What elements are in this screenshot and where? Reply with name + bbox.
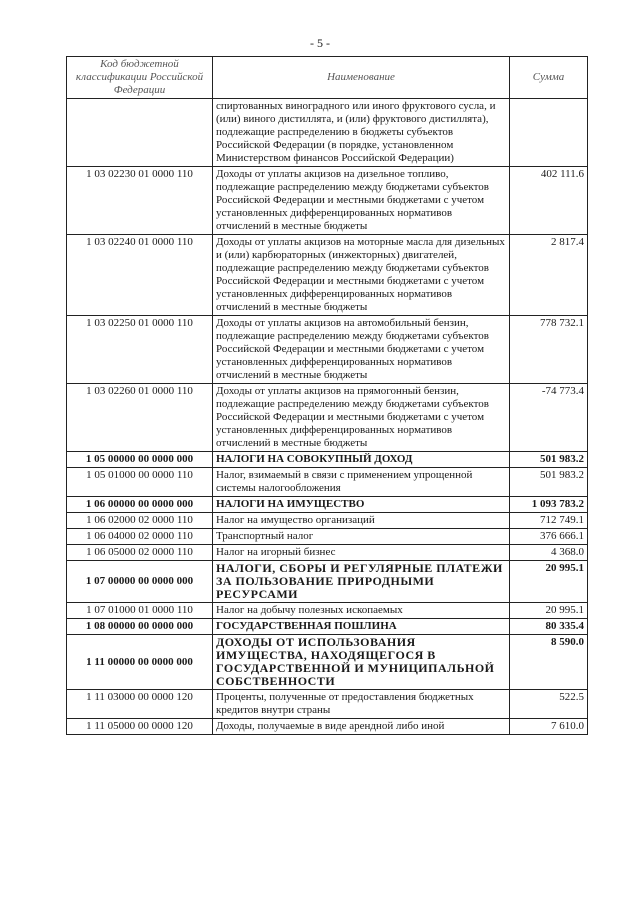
table-row [67,719,588,735]
code-cell: 1 08 00000 00 0000 000 [67,619,213,635]
name-cell: Проценты, полученные от предоставления бюджетных кредитов внутри страны [213,690,510,719]
code-cell: 1 05 00000 00 0000 000 [67,452,213,468]
page-number: - 5 - [310,36,330,50]
name-cell: Налог, взимаемый в связи с применением упрощенной системы налогообложения [213,468,510,497]
table-row [67,619,588,635]
sum-cell: 7 610.0 [510,719,588,735]
budget-revenue-table [66,56,588,735]
name-cell: ГОСУДАРСТВЕННАЯ ПОШЛИНА [213,619,510,635]
sum-cell [510,99,588,167]
table-row [67,99,588,167]
name-cell: Доходы от уплаты акцизов на прямогонный бензин, подлежащие распределению между бюджетами субъектов Российской Федерации и местными бюджетами с учетом установленных дифференцированных нормативов отчислений в местные бюджеты [213,384,510,452]
sum-cell: 2 817.4 [510,235,588,316]
sum-cell: 501 983.2 [510,468,588,497]
table-row [67,384,588,452]
sum-cell: 20 995.1 [510,561,588,603]
table-header-row [67,57,588,99]
header-sum: Сумма [510,57,588,99]
name-cell: НАЛОГИ, СБОРЫ И РЕГУЛЯРНЫЕ ПЛАТЕЖИ ЗА ПОЛЬЗОВАНИЕ ПРИРОДНЫМИ РЕСУРСАМИ [213,561,510,603]
table-row [67,690,588,719]
sum-cell: 376 666.1 [510,529,588,545]
sum-cell: 8 590.0 [510,635,588,690]
table-row [67,513,588,529]
name-cell: Налог на добычу полезных ископаемых [213,603,510,619]
sum-cell: 1 093 783.2 [510,497,588,513]
table-row [67,316,588,384]
code-cell: 1 03 02230 01 0000 110 [67,167,213,235]
name-cell: НАЛОГИ НА СОВОКУПНЫЙ ДОХОД [213,452,510,468]
name-cell: Налог на имущество организаций [213,513,510,529]
table-row [67,497,588,513]
name-cell: Налог на игорный бизнес [213,545,510,561]
table-row [67,635,588,690]
table-row [67,561,588,603]
sum-cell: 80 335.4 [510,619,588,635]
name-cell: спиртованных виноградного или иного фруктового сусла, и (или) виного дистиллята, и (или) фруктового дистиллята), подлежащие распределению в бюджеты субъектов Российской Федерации (в порядке, установленном Министерством финансов Российской Федерации) [213,99,510,167]
sum-cell: 20 995.1 [510,603,588,619]
code-cell: 1 03 02260 01 0000 110 [67,384,213,452]
sum-cell: -74 773.4 [510,384,588,452]
table-row [67,235,588,316]
code-cell: 1 07 00000 00 0000 000 [67,561,213,603]
code-cell [67,99,213,167]
name-cell: ДОХОДЫ ОТ ИСПОЛЬЗОВАНИЯ ИМУЩЕСТВА, НАХОДЯЩЕГОСЯ В ГОСУДАРСТВЕННОЙ И МУНИЦИПАЛЬНОЙ СОБСТВЕННОСТИ [213,635,510,690]
name-cell: Доходы от уплаты акцизов на дизельное топливо, подлежащие распределению между бюджетами субъектов Российской Федерации и местными бюджетами с учетом установленных дифференцированных нормативов отчислений в местные бюджеты [213,167,510,235]
code-cell: 1 05 01000 00 0000 110 [67,468,213,497]
sum-cell: 712 749.1 [510,513,588,529]
name-cell: НАЛОГИ НА ИМУЩЕСТВО [213,497,510,513]
code-cell: 1 06 04000 02 0000 110 [67,529,213,545]
table-row [67,468,588,497]
table-row [67,603,588,619]
code-cell: 1 06 05000 02 0000 110 [67,545,213,561]
code-cell: 1 07 01000 01 0000 110 [67,603,213,619]
code-cell: 1 11 05000 00 0000 120 [67,719,213,735]
table-row [67,167,588,235]
name-cell: Доходы от уплаты акцизов на моторные масла для дизельных и (или) карбюраторных (инжекторных) двигателей, подлежащие распределению между бюджетами субъектов Российской Федерации и местными бюджетами с учетом установленных дифференцированных нормативов отчислений в местные бюджеты [213,235,510,316]
table-body [67,99,588,735]
table-row [67,529,588,545]
sum-cell: 522.5 [510,690,588,719]
name-cell: Доходы от уплаты акцизов на автомобильный бензин, подлежащие распределению между бюджетами субъектов Российской Федерации и местными бюджетами с учетом установленных дифференцированных нормативов отчислений в местные бюджеты [213,316,510,384]
name-cell: Транспортный налог [213,529,510,545]
code-cell: 1 11 00000 00 0000 000 [67,635,213,690]
sum-cell: 501 983.2 [510,452,588,468]
table-row [67,545,588,561]
sum-cell: 402 111.6 [510,167,588,235]
code-cell: 1 03 02240 01 0000 110 [67,235,213,316]
sum-cell: 778 732.1 [510,316,588,384]
code-cell: 1 06 00000 00 0000 000 [67,497,213,513]
header-code: Код бюджетной классификации Российской Федерации [67,57,213,99]
table-row [67,452,588,468]
code-cell: 1 03 02250 01 0000 110 [67,316,213,384]
code-cell: 1 11 03000 00 0000 120 [67,690,213,719]
sum-cell: 4 368.0 [510,545,588,561]
name-cell: Доходы, получаемые в виде арендной либо иной [213,719,510,735]
code-cell: 1 06 02000 02 0000 110 [67,513,213,529]
header-name: Наименование [213,57,510,99]
